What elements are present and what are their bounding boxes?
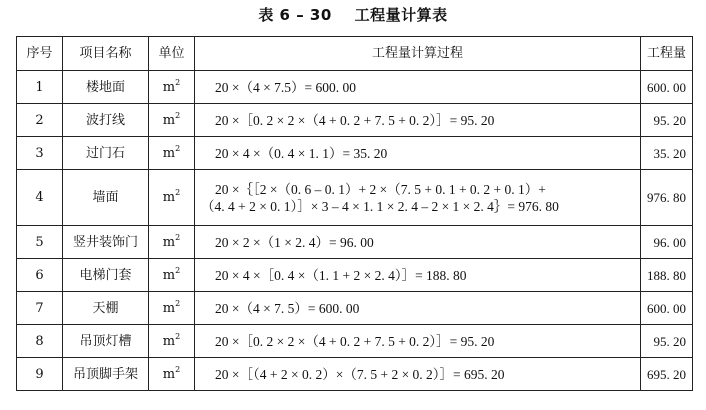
row-quantity: 95. 20 (641, 104, 693, 137)
row-index: 6 (17, 259, 63, 292)
row-process (195, 259, 641, 292)
row-unit (149, 226, 195, 259)
process-line: 20 ×（4 × 7.5）= 600. 00 (215, 79, 356, 95)
unit-base: m (162, 79, 176, 95)
header-unit: 单位 (149, 37, 195, 71)
process-line: 20 × 2 ×（1 × 2. 4）= 96. 00 (215, 234, 374, 250)
header-row (17, 37, 693, 71)
row-index: 8 (17, 325, 63, 358)
row-name: 楼地面 (63, 71, 149, 104)
unit-exponent: 2 (175, 364, 181, 374)
row-quantity: 600. 00 (641, 292, 693, 325)
row-name: 竖井装饰门 (63, 226, 149, 259)
unit-exponent: 2 (175, 331, 181, 341)
row-process (195, 170, 641, 226)
unit-base: m (162, 190, 176, 205)
unit-base: m (162, 234, 176, 250)
process-line: 20 ×（4 × 7. 5）= 600. 00 (215, 300, 360, 316)
row-quantity: 976. 80 (641, 170, 693, 226)
row-unit (149, 292, 195, 325)
row-unit (149, 71, 195, 104)
table-row (17, 104, 693, 137)
table-row (17, 71, 693, 104)
row-process (195, 137, 641, 170)
table-title: 表 6 – 30 工程量计算表 (258, 6, 448, 24)
header-name: 项目名称 (63, 37, 149, 71)
process-line: 20 ×［（4 + 2 × 0. 2）×（7. 5 + 2 × 0. 2）］= 695. 20 (215, 366, 505, 382)
row-index: 4 (17, 170, 63, 226)
process-line: 20 ×［0. 2 × 2 ×（4 + 0. 2 + 7. 5 + 0. 2）］= 95. 20 (215, 333, 495, 349)
process-line: 20 ×［0. 2 × 2 ×（4 + 0. 2 + 7. 5 + 0. 2）］= 95. 20 (215, 112, 495, 128)
row-index: 5 (17, 226, 63, 259)
unit-exponent: 2 (175, 298, 181, 308)
process-line: 20 × 4 ×［0. 4 ×（1. 1 + 2 × 2. 4）］= 188. 80 (215, 267, 467, 283)
row-name: 天棚 (63, 292, 149, 325)
table-row (17, 259, 693, 292)
row-name: 过门石 (63, 137, 149, 170)
unit-exponent: 2 (175, 110, 181, 120)
process-line: 20 ×｛［2 ×（0. 6 – 0. 1）+ 2 ×（7. 5 + 0. 1 + 0. 2 + 0. 1）+ (215, 181, 546, 197)
row-name: 电梯门套 (63, 259, 149, 292)
table-row (17, 325, 693, 358)
row-process (195, 71, 641, 104)
row-index: 7 (17, 292, 63, 325)
row-name: 波打线 (63, 104, 149, 137)
row-unit (149, 104, 195, 137)
row-process (195, 104, 641, 137)
header-quantity: 工程量 (641, 37, 693, 71)
table-row (17, 292, 693, 325)
row-name: 墙面 (63, 170, 149, 226)
row-process (195, 292, 641, 325)
unit-exponent: 2 (175, 143, 181, 153)
row-index: 9 (17, 358, 63, 391)
row-quantity: 188. 80 (641, 259, 693, 292)
row-name: 吊顶灯槽 (63, 325, 149, 358)
row-quantity: 96. 00 (641, 226, 693, 259)
unit-exponent: 2 (175, 77, 181, 87)
unit-base: m (162, 300, 176, 316)
process-line: 20 × 4 ×（0. 4 × 1. 1）= 35. 20 (215, 145, 388, 161)
row-index: 3 (17, 137, 63, 170)
row-quantity: 600. 00 (641, 71, 693, 104)
quantity-calculation-table (16, 36, 693, 391)
header-index: 序号 (17, 37, 63, 71)
row-quantity: 95. 20 (641, 325, 693, 358)
row-quantity: 695. 20 (641, 358, 693, 391)
row-unit (149, 137, 195, 170)
unit-base: m (162, 366, 176, 382)
row-index: 1 (17, 71, 63, 104)
header-process: 工程量计算过程 (195, 37, 641, 71)
unit-base: m (162, 112, 176, 128)
table-row (17, 226, 693, 259)
row-unit (149, 259, 195, 292)
table-row (17, 137, 693, 170)
process-line-continued: （4. 4 + 2 × 0. 1）］× 3 – 4 × 1. 1 × 2. 4 – 2 × 1 × 2. 4｝= 976. 80 (201, 198, 559, 214)
unit-exponent: 2 (175, 188, 181, 197)
row-unit (149, 325, 195, 358)
unit-exponent: 2 (175, 232, 181, 242)
unit-base: m (162, 267, 176, 283)
row-process (195, 325, 641, 358)
row-quantity: 35. 20 (641, 137, 693, 170)
row-index: 2 (17, 104, 63, 137)
unit-base: m (162, 333, 176, 349)
unit-exponent: 2 (175, 265, 181, 275)
table-row (17, 170, 693, 226)
row-process (195, 226, 641, 259)
row-unit (149, 170, 195, 226)
table-row (17, 358, 693, 391)
row-unit (149, 358, 195, 391)
row-name: 吊顶脚手架 (63, 358, 149, 391)
row-process (195, 358, 641, 391)
unit-base: m (162, 145, 176, 161)
